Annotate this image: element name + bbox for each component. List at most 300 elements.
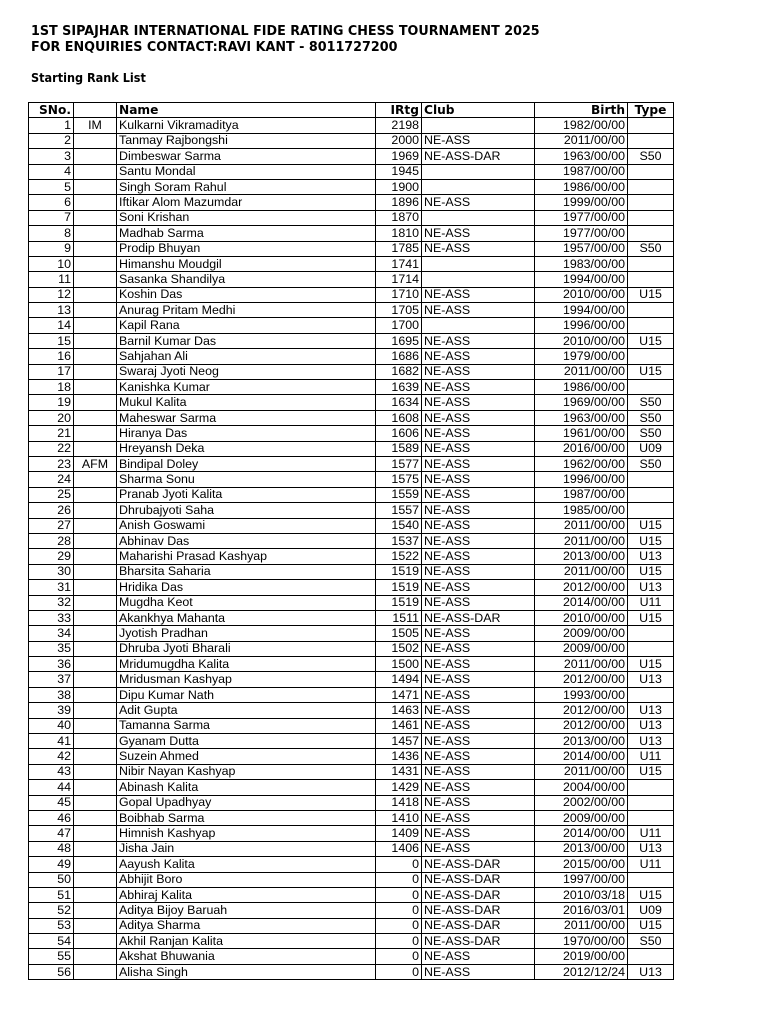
cell-club: NE-ASS <box>422 795 535 810</box>
table-row <box>29 657 674 672</box>
cell-birth: 2014/00/00 <box>535 749 628 764</box>
cell-name: Tanmay Rajbongshi <box>117 133 376 148</box>
cell-birth: 2013/00/00 <box>535 734 628 749</box>
cell-name: Suzein Ahmed <box>117 749 376 764</box>
cell-sno: 41 <box>29 734 74 749</box>
table-row <box>29 934 674 949</box>
cell-name: Sahjahan Ali <box>117 349 376 364</box>
cell-sno: 20 <box>29 410 74 425</box>
cell-rating: 1471 <box>376 687 422 702</box>
cell-sno: 56 <box>29 964 74 979</box>
table-row <box>29 272 674 287</box>
cell-rating: 1410 <box>376 810 422 825</box>
cell-name: Kulkarni Vikramaditya <box>117 118 376 133</box>
cell-club: NE-ASS <box>422 533 535 548</box>
cell-type <box>628 303 674 318</box>
cell-name: Tamanna Sarma <box>117 718 376 733</box>
cell-sno: 22 <box>29 441 74 456</box>
table-row <box>29 195 674 210</box>
table-row <box>29 349 674 364</box>
cell-club: NE-ASS <box>422 518 535 533</box>
table-row <box>29 857 674 872</box>
cell-title <box>74 349 117 364</box>
cell-club: NE-ASS <box>422 549 535 564</box>
cell-sno: 27 <box>29 518 74 533</box>
cell-club: NE-ASS <box>422 764 535 779</box>
cell-rating: 1577 <box>376 456 422 471</box>
cell-rating: 1461 <box>376 718 422 733</box>
table-row <box>29 287 674 302</box>
cell-rating: 1608 <box>376 410 422 425</box>
cell-title <box>74 333 117 348</box>
cell-rating: 1519 <box>376 580 422 595</box>
cell-sno: 16 <box>29 349 74 364</box>
starting-rank-table <box>28 102 674 980</box>
cell-club: NE-ASS <box>422 564 535 579</box>
cell-club: NE-ASS <box>422 749 535 764</box>
cell-type: U15 <box>628 918 674 933</box>
cell-birth: 1996/00/00 <box>535 318 628 333</box>
cell-name: Barnil Kumar Das <box>117 333 376 348</box>
cell-rating: 1710 <box>376 287 422 302</box>
cell-rating: 1519 <box>376 595 422 610</box>
cell-title <box>74 364 117 379</box>
cell-club: NE-ASS-DAR <box>422 934 535 949</box>
cell-rating: 1900 <box>376 179 422 194</box>
cell-sno: 18 <box>29 380 74 395</box>
cell-name: Dhrubajyoti Saha <box>117 503 376 518</box>
table-row <box>29 518 674 533</box>
table-row <box>29 364 674 379</box>
cell-rating: 1505 <box>376 626 422 641</box>
cell-title <box>74 179 117 194</box>
cell-name: Aditya Sharma <box>117 918 376 933</box>
table-row <box>29 533 674 548</box>
table-row <box>29 626 674 641</box>
cell-club: NE-ASS <box>422 780 535 795</box>
cell-birth: 2010/03/18 <box>535 887 628 902</box>
table-row <box>29 164 674 179</box>
cell-sno: 42 <box>29 749 74 764</box>
table-row <box>29 333 674 348</box>
cell-name: Mridumugdha Kalita <box>117 657 376 672</box>
cell-name: Anish Goswami <box>117 518 376 533</box>
cell-club: NE-ASS-DAR <box>422 918 535 933</box>
col-header-sno: SNo. <box>29 103 74 118</box>
cell-birth: 1970/00/00 <box>535 934 628 949</box>
cell-name: Bindipal Doley <box>117 456 376 471</box>
cell-rating: 1810 <box>376 226 422 241</box>
cell-type: U15 <box>628 364 674 379</box>
cell-type <box>628 503 674 518</box>
cell-type <box>628 133 674 148</box>
cell-title: AFM <box>74 456 117 471</box>
cell-birth: 1961/00/00 <box>535 426 628 441</box>
cell-birth: 2013/00/00 <box>535 841 628 856</box>
cell-type <box>628 256 674 271</box>
cell-name: Mukul Kalita <box>117 395 376 410</box>
cell-rating: 1519 <box>376 564 422 579</box>
cell-title <box>74 672 117 687</box>
table-row <box>29 687 674 702</box>
cell-club: NE-ASS <box>422 734 535 749</box>
cell-birth: 2012/00/00 <box>535 703 628 718</box>
cell-sno: 44 <box>29 780 74 795</box>
cell-name: Jisha Jain <box>117 841 376 856</box>
cell-club: NE-ASS <box>422 303 535 318</box>
cell-rating: 1429 <box>376 780 422 795</box>
cell-rating: 1418 <box>376 795 422 810</box>
cell-title <box>74 410 117 425</box>
cell-name: Abinash Kalita <box>117 780 376 795</box>
table-row <box>29 610 674 625</box>
cell-rating: 1409 <box>376 826 422 841</box>
table-row <box>29 118 674 133</box>
cell-name: Himnish Kashyap <box>117 826 376 841</box>
cell-name: Himanshu Moudgil <box>117 256 376 271</box>
cell-sno: 40 <box>29 718 74 733</box>
cell-birth: 1994/00/00 <box>535 272 628 287</box>
cell-title <box>74 395 117 410</box>
cell-type: U11 <box>628 857 674 872</box>
cell-type <box>628 118 674 133</box>
cell-name: Akhil Ranjan Kalita <box>117 934 376 949</box>
cell-club: NE-ASS <box>422 410 535 425</box>
cell-sno: 29 <box>29 549 74 564</box>
cell-sno: 4 <box>29 164 74 179</box>
cell-type <box>628 272 674 287</box>
cell-type <box>628 949 674 964</box>
cell-title <box>74 749 117 764</box>
cell-title <box>74 872 117 887</box>
cell-sno: 21 <box>29 426 74 441</box>
cell-club <box>422 256 535 271</box>
cell-club <box>422 272 535 287</box>
cell-title <box>74 687 117 702</box>
cell-rating: 1589 <box>376 441 422 456</box>
cell-name: Soni Krishan <box>117 210 376 225</box>
cell-birth: 2004/00/00 <box>535 780 628 795</box>
cell-type: U15 <box>628 287 674 302</box>
cell-sno: 38 <box>29 687 74 702</box>
cell-type: S50 <box>628 241 674 256</box>
cell-rating: 0 <box>376 934 422 949</box>
cell-club: NE-ASS <box>422 487 535 502</box>
cell-club: NE-ASS <box>422 349 535 364</box>
cell-rating: 1870 <box>376 210 422 225</box>
cell-sno: 31 <box>29 580 74 595</box>
cell-club: NE-ASS <box>422 503 535 518</box>
cell-sno: 35 <box>29 641 74 656</box>
cell-sno: 13 <box>29 303 74 318</box>
cell-title <box>74 272 117 287</box>
cell-sno: 34 <box>29 626 74 641</box>
cell-rating: 0 <box>376 918 422 933</box>
cell-name: Alisha Singh <box>117 964 376 979</box>
cell-rating: 1705 <box>376 303 422 318</box>
cell-birth: 2009/00/00 <box>535 626 628 641</box>
col-header-birth: Birth <box>535 103 628 118</box>
cell-birth: 2010/00/00 <box>535 610 628 625</box>
cell-birth: 1962/00/00 <box>535 456 628 471</box>
cell-name: Bharsita Saharia <box>117 564 376 579</box>
cell-sno: 28 <box>29 533 74 548</box>
cell-birth: 2019/00/00 <box>535 949 628 964</box>
table-row <box>29 210 674 225</box>
cell-sno: 5 <box>29 179 74 194</box>
cell-type <box>628 179 674 194</box>
cell-birth: 2011/00/00 <box>535 533 628 548</box>
cell-type: S50 <box>628 149 674 164</box>
cell-rating: 0 <box>376 872 422 887</box>
table-row <box>29 841 674 856</box>
cell-title <box>74 318 117 333</box>
cell-birth: 2012/12/24 <box>535 964 628 979</box>
cell-type: U13 <box>628 841 674 856</box>
cell-rating: 2198 <box>376 118 422 133</box>
cell-club: NE-ASS <box>422 810 535 825</box>
cell-type <box>628 872 674 887</box>
table-row <box>29 703 674 718</box>
cell-sno: 14 <box>29 318 74 333</box>
cell-name: Santu Mondal <box>117 164 376 179</box>
cell-type: S50 <box>628 456 674 471</box>
cell-title: IM <box>74 118 117 133</box>
cell-title <box>74 580 117 595</box>
cell-rating: 1969 <box>376 149 422 164</box>
cell-type: U15 <box>628 564 674 579</box>
cell-club: NE-ASS-DAR <box>422 149 535 164</box>
cell-rating: 0 <box>376 903 422 918</box>
cell-rating: 1634 <box>376 395 422 410</box>
cell-name: Maharishi Prasad Kashyap <box>117 549 376 564</box>
cell-sno: 55 <box>29 949 74 964</box>
cell-birth: 2012/00/00 <box>535 672 628 687</box>
table-row <box>29 810 674 825</box>
cell-club: NE-ASS <box>422 241 535 256</box>
cell-title <box>74 303 117 318</box>
cell-sno: 37 <box>29 672 74 687</box>
cell-rating: 1406 <box>376 841 422 856</box>
cell-name: Gyanam Dutta <box>117 734 376 749</box>
table-row <box>29 826 674 841</box>
table-row <box>29 887 674 902</box>
cell-birth: 1996/00/00 <box>535 472 628 487</box>
cell-title <box>74 841 117 856</box>
cell-title <box>74 487 117 502</box>
cell-type <box>628 626 674 641</box>
cell-title <box>74 641 117 656</box>
cell-type <box>628 795 674 810</box>
cell-birth: 1993/00/00 <box>535 687 628 702</box>
cell-sno: 48 <box>29 841 74 856</box>
cell-rating: 1945 <box>376 164 422 179</box>
cell-club <box>422 210 535 225</box>
cell-sno: 51 <box>29 887 74 902</box>
table-row <box>29 395 674 410</box>
cell-rating: 1436 <box>376 749 422 764</box>
cell-title <box>74 564 117 579</box>
cell-birth: 1963/00/00 <box>535 149 628 164</box>
cell-name: Maheswar Sarma <box>117 410 376 425</box>
cell-name: Singh Soram Rahul <box>117 179 376 194</box>
cell-title <box>74 503 117 518</box>
table-row <box>29 487 674 502</box>
cell-birth: 1987/00/00 <box>535 164 628 179</box>
cell-name: Aayush Kalita <box>117 857 376 872</box>
cell-type: U13 <box>628 734 674 749</box>
cell-rating: 1700 <box>376 318 422 333</box>
cell-birth: 2011/00/00 <box>535 764 628 779</box>
table-row <box>29 226 674 241</box>
cell-title <box>74 164 117 179</box>
cell-name: Abhijit Boro <box>117 872 376 887</box>
cell-type <box>628 472 674 487</box>
cell-birth: 1977/00/00 <box>535 210 628 225</box>
cell-club: NE-ASS <box>422 226 535 241</box>
cell-title <box>74 426 117 441</box>
cell-birth: 2015/00/00 <box>535 857 628 872</box>
cell-rating: 1540 <box>376 518 422 533</box>
cell-club: NE-ASS <box>422 472 535 487</box>
cell-rating: 1606 <box>376 426 422 441</box>
table-row <box>29 149 674 164</box>
cell-title <box>74 256 117 271</box>
cell-type: S50 <box>628 410 674 425</box>
cell-club: NE-ASS <box>422 380 535 395</box>
cell-rating: 1896 <box>376 195 422 210</box>
cell-sno: 24 <box>29 472 74 487</box>
list-subtitle: Starting Rank List <box>31 71 146 85</box>
cell-birth: 2002/00/00 <box>535 795 628 810</box>
cell-title <box>74 210 117 225</box>
cell-type <box>628 810 674 825</box>
cell-title <box>74 949 117 964</box>
cell-rating: 2000 <box>376 133 422 148</box>
cell-type: U13 <box>628 580 674 595</box>
cell-sno: 39 <box>29 703 74 718</box>
cell-club: NE-ASS <box>422 441 535 456</box>
cell-birth: 2014/00/00 <box>535 826 628 841</box>
cell-club <box>422 179 535 194</box>
cell-club: NE-ASS <box>422 456 535 471</box>
cell-club: NE-ASS <box>422 580 535 595</box>
cell-name: Kanishka Kumar <box>117 380 376 395</box>
cell-club: NE-ASS <box>422 195 535 210</box>
cell-sno: 43 <box>29 764 74 779</box>
cell-rating: 1575 <box>376 472 422 487</box>
cell-rating: 1695 <box>376 333 422 348</box>
cell-club: NE-ASS <box>422 426 535 441</box>
cell-sno: 54 <box>29 934 74 949</box>
table-row <box>29 949 674 964</box>
cell-club: NE-ASS <box>422 964 535 979</box>
table-row <box>29 749 674 764</box>
table-row <box>29 872 674 887</box>
cell-sno: 33 <box>29 610 74 625</box>
cell-sno: 53 <box>29 918 74 933</box>
cell-birth: 2013/00/00 <box>535 549 628 564</box>
cell-type: U15 <box>628 764 674 779</box>
cell-birth: 1997/00/00 <box>535 872 628 887</box>
cell-title <box>74 380 117 395</box>
cell-name: Anurag Pritam Medhi <box>117 303 376 318</box>
table-row <box>29 410 674 425</box>
cell-sno: 6 <box>29 195 74 210</box>
cell-sno: 49 <box>29 857 74 872</box>
cell-club: NE-ASS <box>422 333 535 348</box>
table-row <box>29 318 674 333</box>
cell-title <box>74 918 117 933</box>
cell-sno: 12 <box>29 287 74 302</box>
cell-club: NE-ASS <box>422 687 535 702</box>
cell-club: NE-ASS <box>422 641 535 656</box>
cell-sno: 26 <box>29 503 74 518</box>
cell-name: Madhab Sarma <box>117 226 376 241</box>
cell-sno: 46 <box>29 810 74 825</box>
cell-birth: 2016/00/00 <box>535 441 628 456</box>
cell-sno: 45 <box>29 795 74 810</box>
cell-rating: 1463 <box>376 703 422 718</box>
cell-sno: 2 <box>29 133 74 148</box>
cell-name: Swaraj Jyoti Neog <box>117 364 376 379</box>
table-row <box>29 441 674 456</box>
cell-sno: 25 <box>29 487 74 502</box>
cell-title <box>74 703 117 718</box>
cell-title <box>74 810 117 825</box>
cell-birth: 2016/03/01 <box>535 903 628 918</box>
table-row <box>29 472 674 487</box>
col-header-rating: IRtg <box>376 103 422 118</box>
cell-type <box>628 318 674 333</box>
cell-birth: 2011/00/00 <box>535 564 628 579</box>
cell-name: Abhiraj Kalita <box>117 887 376 902</box>
cell-name: Hridika Das <box>117 580 376 595</box>
col-header-type: Type <box>628 103 674 118</box>
cell-type <box>628 164 674 179</box>
cell-type <box>628 641 674 656</box>
cell-sno: 23 <box>29 456 74 471</box>
cell-rating: 1457 <box>376 734 422 749</box>
cell-birth: 2009/00/00 <box>535 810 628 825</box>
table-row <box>29 903 674 918</box>
cell-club: NE-ASS <box>422 718 535 733</box>
cell-club: NE-ASS <box>422 595 535 610</box>
document-title: 1ST SIPAJHAR INTERNATIONAL FIDE RATING CHESS TOURNAMENT 2025 <box>31 24 540 39</box>
cell-name: Nibir Nayan Kashyap <box>117 764 376 779</box>
cell-club: NE-ASS-DAR <box>422 903 535 918</box>
cell-type: U13 <box>628 703 674 718</box>
cell-rating: 1511 <box>376 610 422 625</box>
cell-birth: 1969/00/00 <box>535 395 628 410</box>
cell-rating: 1502 <box>376 641 422 656</box>
cell-rating: 1522 <box>376 549 422 564</box>
cell-sno: 11 <box>29 272 74 287</box>
cell-type: U15 <box>628 610 674 625</box>
cell-birth: 2011/00/00 <box>535 918 628 933</box>
cell-rating: 1639 <box>376 380 422 395</box>
cell-club: NE-ASS <box>422 703 535 718</box>
cell-type <box>628 380 674 395</box>
cell-name: Mugdha Keot <box>117 595 376 610</box>
cell-title <box>74 826 117 841</box>
cell-club: NE-ASS <box>422 841 535 856</box>
cell-sno: 17 <box>29 364 74 379</box>
cell-rating: 0 <box>376 949 422 964</box>
cell-type <box>628 210 674 225</box>
cell-birth: 1987/00/00 <box>535 487 628 502</box>
cell-birth: 2010/00/00 <box>535 333 628 348</box>
